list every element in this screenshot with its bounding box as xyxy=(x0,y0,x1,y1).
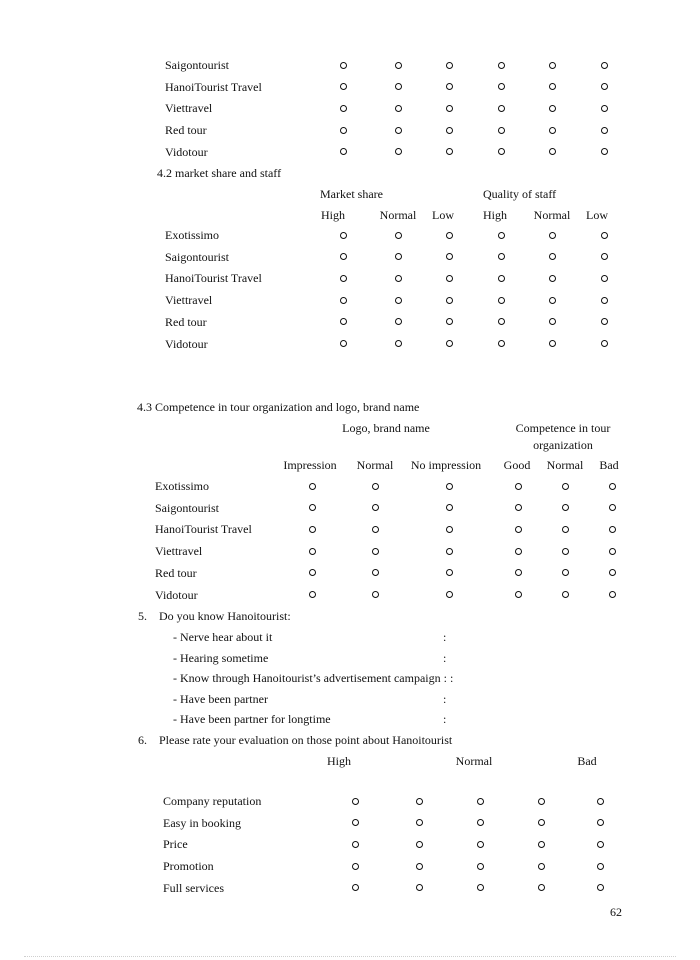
question-number: 5. xyxy=(138,609,147,623)
answer-option[interactable]: - Have been partner xyxy=(173,691,268,706)
radio-option-circle[interactable] xyxy=(549,340,556,347)
scale-header: Bad xyxy=(577,754,597,768)
radio-option-circle[interactable] xyxy=(549,105,556,112)
radio-option-circle[interactable] xyxy=(609,548,616,555)
radio-option-circle[interactable] xyxy=(446,483,453,490)
radio-option-circle[interactable] xyxy=(352,884,359,891)
row-label: Red tour xyxy=(155,565,197,580)
row-label: Price xyxy=(163,837,188,852)
radio-option-circle[interactable] xyxy=(498,83,505,90)
radio-option-circle[interactable] xyxy=(340,340,347,347)
radio-option-circle[interactable] xyxy=(498,148,505,155)
radio-option-circle[interactable] xyxy=(549,83,556,90)
radio-option-circle[interactable] xyxy=(372,483,379,490)
row-label: Vidotour xyxy=(165,336,208,351)
radio-option-circle[interactable] xyxy=(538,863,545,870)
radio-option-circle[interactable] xyxy=(597,884,604,891)
answer-option[interactable]: - Have been partner for longtime xyxy=(173,712,331,727)
radio-option-circle[interactable] xyxy=(340,318,347,325)
column-header: Normal xyxy=(546,458,584,472)
radio-option-circle[interactable] xyxy=(601,105,608,112)
radio-option-circle[interactable] xyxy=(609,569,616,576)
radio-option-circle[interactable] xyxy=(601,275,608,282)
radio-option-circle[interactable] xyxy=(395,127,402,134)
radio-option-circle[interactable] xyxy=(562,569,569,576)
row-label: Easy in booking xyxy=(163,815,241,830)
column-header: No impression xyxy=(410,458,482,472)
radio-option-circle[interactable] xyxy=(498,340,505,347)
radio-option-circle[interactable] xyxy=(601,127,608,134)
radio-option-circle[interactable] xyxy=(416,863,423,870)
radio-option-circle[interactable] xyxy=(395,62,402,69)
radio-option-circle[interactable] xyxy=(601,62,608,69)
radio-option-circle[interactable] xyxy=(477,863,484,870)
radio-option-circle[interactable] xyxy=(549,148,556,155)
row-label: Viettravel xyxy=(155,544,203,559)
radio-option-circle[interactable] xyxy=(477,798,484,805)
radio-option-circle[interactable] xyxy=(609,483,616,490)
radio-option-circle[interactable] xyxy=(340,232,347,239)
column-header: Bad xyxy=(599,458,619,472)
radio-option-circle[interactable] xyxy=(498,62,505,69)
radio-option-circle[interactable] xyxy=(446,504,453,511)
column-group-header: organization xyxy=(533,438,593,452)
radio-option-circle[interactable] xyxy=(549,275,556,282)
column-header: Normal xyxy=(356,458,394,472)
column-header: Impression xyxy=(283,458,337,472)
radio-option-circle[interactable] xyxy=(562,591,569,598)
radio-option-circle[interactable] xyxy=(477,884,484,891)
answer-colon: : xyxy=(443,650,447,665)
radio-option-circle[interactable] xyxy=(446,340,453,347)
column-group-header: Competence in tour xyxy=(515,421,611,435)
radio-option-circle[interactable] xyxy=(601,83,608,90)
radio-option-circle[interactable] xyxy=(515,591,522,598)
row-label: Promotion xyxy=(163,859,214,874)
radio-option-circle[interactable] xyxy=(309,569,316,576)
radio-option-circle[interactable] xyxy=(601,253,608,260)
radio-option-circle[interactable] xyxy=(446,275,453,282)
row-label: Viettravel xyxy=(165,293,213,308)
radio-option-circle[interactable] xyxy=(309,504,316,511)
radio-option-circle[interactable] xyxy=(515,483,522,490)
radio-option-circle[interactable] xyxy=(498,232,505,239)
radio-option-circle[interactable] xyxy=(416,884,423,891)
radio-option-circle[interactable] xyxy=(562,483,569,490)
radio-option-circle[interactable] xyxy=(309,591,316,598)
radio-option-circle[interactable] xyxy=(538,841,545,848)
radio-option-circle[interactable] xyxy=(446,105,453,112)
answer-colon: : xyxy=(443,712,447,727)
radio-option-circle[interactable] xyxy=(395,297,402,304)
radio-option-circle[interactable] xyxy=(352,841,359,848)
radio-option-circle[interactable] xyxy=(601,148,608,155)
radio-option-circle[interactable] xyxy=(597,819,604,826)
radio-option-circle[interactable] xyxy=(352,798,359,805)
radio-option-circle[interactable] xyxy=(609,504,616,511)
radio-option-circle[interactable] xyxy=(395,232,402,239)
row-label: Saigontourist xyxy=(165,58,230,72)
section-heading: 4.2 market share and staff xyxy=(157,166,282,180)
scale-header: High xyxy=(327,754,351,768)
radio-option-circle[interactable] xyxy=(538,819,545,826)
radio-option-circle[interactable] xyxy=(477,841,484,848)
column-group-header: Logo, brand name xyxy=(342,421,430,435)
radio-option-circle[interactable] xyxy=(446,62,453,69)
radio-option-circle[interactable] xyxy=(340,148,347,155)
radio-option-circle[interactable] xyxy=(309,548,316,555)
radio-option-circle[interactable] xyxy=(372,591,379,598)
row-label: Saigontourist xyxy=(155,500,220,515)
radio-option-circle[interactable] xyxy=(446,148,453,155)
radio-option-circle[interactable] xyxy=(395,105,402,112)
radio-option-circle[interactable] xyxy=(446,548,453,555)
answer-option[interactable]: - Hearing sometime xyxy=(173,650,269,665)
row-label: Exotissimo xyxy=(155,479,210,493)
radio-option-circle[interactable] xyxy=(549,232,556,239)
radio-option-circle[interactable] xyxy=(340,62,347,69)
row-label: Red tour xyxy=(165,314,207,329)
column-header: Low xyxy=(432,208,454,222)
radio-option-circle[interactable] xyxy=(395,340,402,347)
radio-option-circle[interactable] xyxy=(446,253,453,260)
radio-option-circle[interactable] xyxy=(309,526,316,533)
radio-option-circle[interactable] xyxy=(549,62,556,69)
radio-option-circle[interactable] xyxy=(446,318,453,325)
answer-colon: : xyxy=(443,630,447,644)
radio-option-circle[interactable] xyxy=(601,340,608,347)
radio-option-circle[interactable] xyxy=(498,105,505,112)
radio-option-circle[interactable] xyxy=(515,569,522,576)
column-header: Low xyxy=(586,208,608,222)
radio-option-circle[interactable] xyxy=(549,297,556,304)
row-label: Vidotour xyxy=(165,144,208,159)
radio-option-circle[interactable] xyxy=(498,318,505,325)
radio-option-circle[interactable] xyxy=(498,275,505,282)
radio-option-circle[interactable] xyxy=(538,798,545,805)
radio-option-circle[interactable] xyxy=(416,819,423,826)
radio-option-circle[interactable] xyxy=(477,819,484,826)
radio-option-circle[interactable] xyxy=(515,548,522,555)
radio-option-circle[interactable] xyxy=(446,232,453,239)
row-label: HanoiTourist Travel xyxy=(165,79,262,94)
radio-option-circle[interactable] xyxy=(340,105,347,112)
column-header: High xyxy=(483,208,507,222)
column-group-header: Quality of staff xyxy=(483,187,557,201)
radio-option-circle[interactable] xyxy=(562,526,569,533)
radio-option-circle[interactable] xyxy=(515,526,522,533)
radio-option-circle[interactable] xyxy=(340,275,347,282)
radio-option-circle[interactable] xyxy=(498,297,505,304)
radio-option-circle[interactable] xyxy=(352,819,359,826)
row-label: Company reputation xyxy=(163,794,262,808)
radio-option-circle[interactable] xyxy=(597,798,604,805)
radio-option-circle[interactable] xyxy=(601,318,608,325)
question-text: Do you know Hanoitourist: xyxy=(159,609,291,623)
radio-option-circle[interactable] xyxy=(597,841,604,848)
radio-option-circle[interactable] xyxy=(446,569,453,576)
radio-option-circle[interactable] xyxy=(446,297,453,304)
row-label: Exotissimo xyxy=(165,228,220,242)
radio-option-circle[interactable] xyxy=(395,318,402,325)
radio-option-circle[interactable] xyxy=(372,504,379,511)
radio-option-circle[interactable] xyxy=(395,253,402,260)
radio-option-circle[interactable] xyxy=(309,483,316,490)
radio-option-circle[interactable] xyxy=(601,232,608,239)
column-header: Good xyxy=(503,458,531,472)
radio-option-circle[interactable] xyxy=(538,884,545,891)
section-heading: 4.3 Competence in tour organization and logo, brand name xyxy=(137,400,420,414)
row-label: Saigontourist xyxy=(165,249,230,264)
radio-option-circle[interactable] xyxy=(515,504,522,511)
radio-option-circle[interactable] xyxy=(340,83,347,90)
scale-header: Normal xyxy=(455,754,493,768)
question-text: Please rate your evaluation on those point about Hanoitourist xyxy=(159,733,453,747)
column-header: High xyxy=(321,208,345,222)
radio-option-circle[interactable] xyxy=(549,318,556,325)
radio-option-circle[interactable] xyxy=(601,297,608,304)
radio-option-circle[interactable] xyxy=(562,548,569,555)
row-label: HanoiTourist Travel xyxy=(155,522,252,537)
radio-option-circle[interactable] xyxy=(372,569,379,576)
row-label: Viettravel xyxy=(165,101,213,116)
radio-option-circle[interactable] xyxy=(416,841,423,848)
row-label: HanoiTourist Travel xyxy=(165,271,262,286)
radio-option-circle[interactable] xyxy=(498,253,505,260)
radio-option-circle[interactable] xyxy=(340,297,347,304)
question-number: 6. xyxy=(138,733,147,747)
radio-option-circle[interactable] xyxy=(549,253,556,260)
radio-option-circle[interactable] xyxy=(609,526,616,533)
radio-option-circle[interactable] xyxy=(446,83,453,90)
radio-option-circle[interactable] xyxy=(416,798,423,805)
page-number: 62 xyxy=(610,905,622,919)
answer-option[interactable]: - Nerve hear about it xyxy=(173,630,273,644)
radio-option-circle[interactable] xyxy=(446,526,453,533)
radio-option-circle[interactable] xyxy=(597,863,604,870)
radio-option-circle[interactable] xyxy=(372,548,379,555)
radio-option-circle[interactable] xyxy=(562,504,569,511)
answer-colon: : xyxy=(443,691,447,706)
radio-option-circle[interactable] xyxy=(372,526,379,533)
radio-option-circle[interactable] xyxy=(340,253,347,260)
radio-option-circle[interactable] xyxy=(395,275,402,282)
page-bottom-dotted-rule xyxy=(24,956,676,957)
column-header: Normal xyxy=(379,208,417,222)
column-group-header: Market share xyxy=(320,187,383,201)
radio-option-circle[interactable] xyxy=(446,591,453,598)
radio-option-circle[interactable] xyxy=(395,148,402,155)
column-header: Normal xyxy=(533,208,571,222)
radio-option-circle[interactable] xyxy=(446,127,453,134)
radio-option-circle[interactable] xyxy=(609,591,616,598)
row-label: Red tour xyxy=(165,123,207,138)
radio-option-circle[interactable] xyxy=(498,127,505,134)
radio-option-circle[interactable] xyxy=(395,83,402,90)
answer-option[interactable]: - Know through Hanoitourist’s advertisement campaign : : xyxy=(173,671,454,686)
row-label: Full services xyxy=(163,880,224,895)
radio-option-circle[interactable] xyxy=(352,863,359,870)
radio-option-circle[interactable] xyxy=(340,127,347,134)
row-label: Vidotour xyxy=(155,587,198,602)
radio-option-circle[interactable] xyxy=(549,127,556,134)
